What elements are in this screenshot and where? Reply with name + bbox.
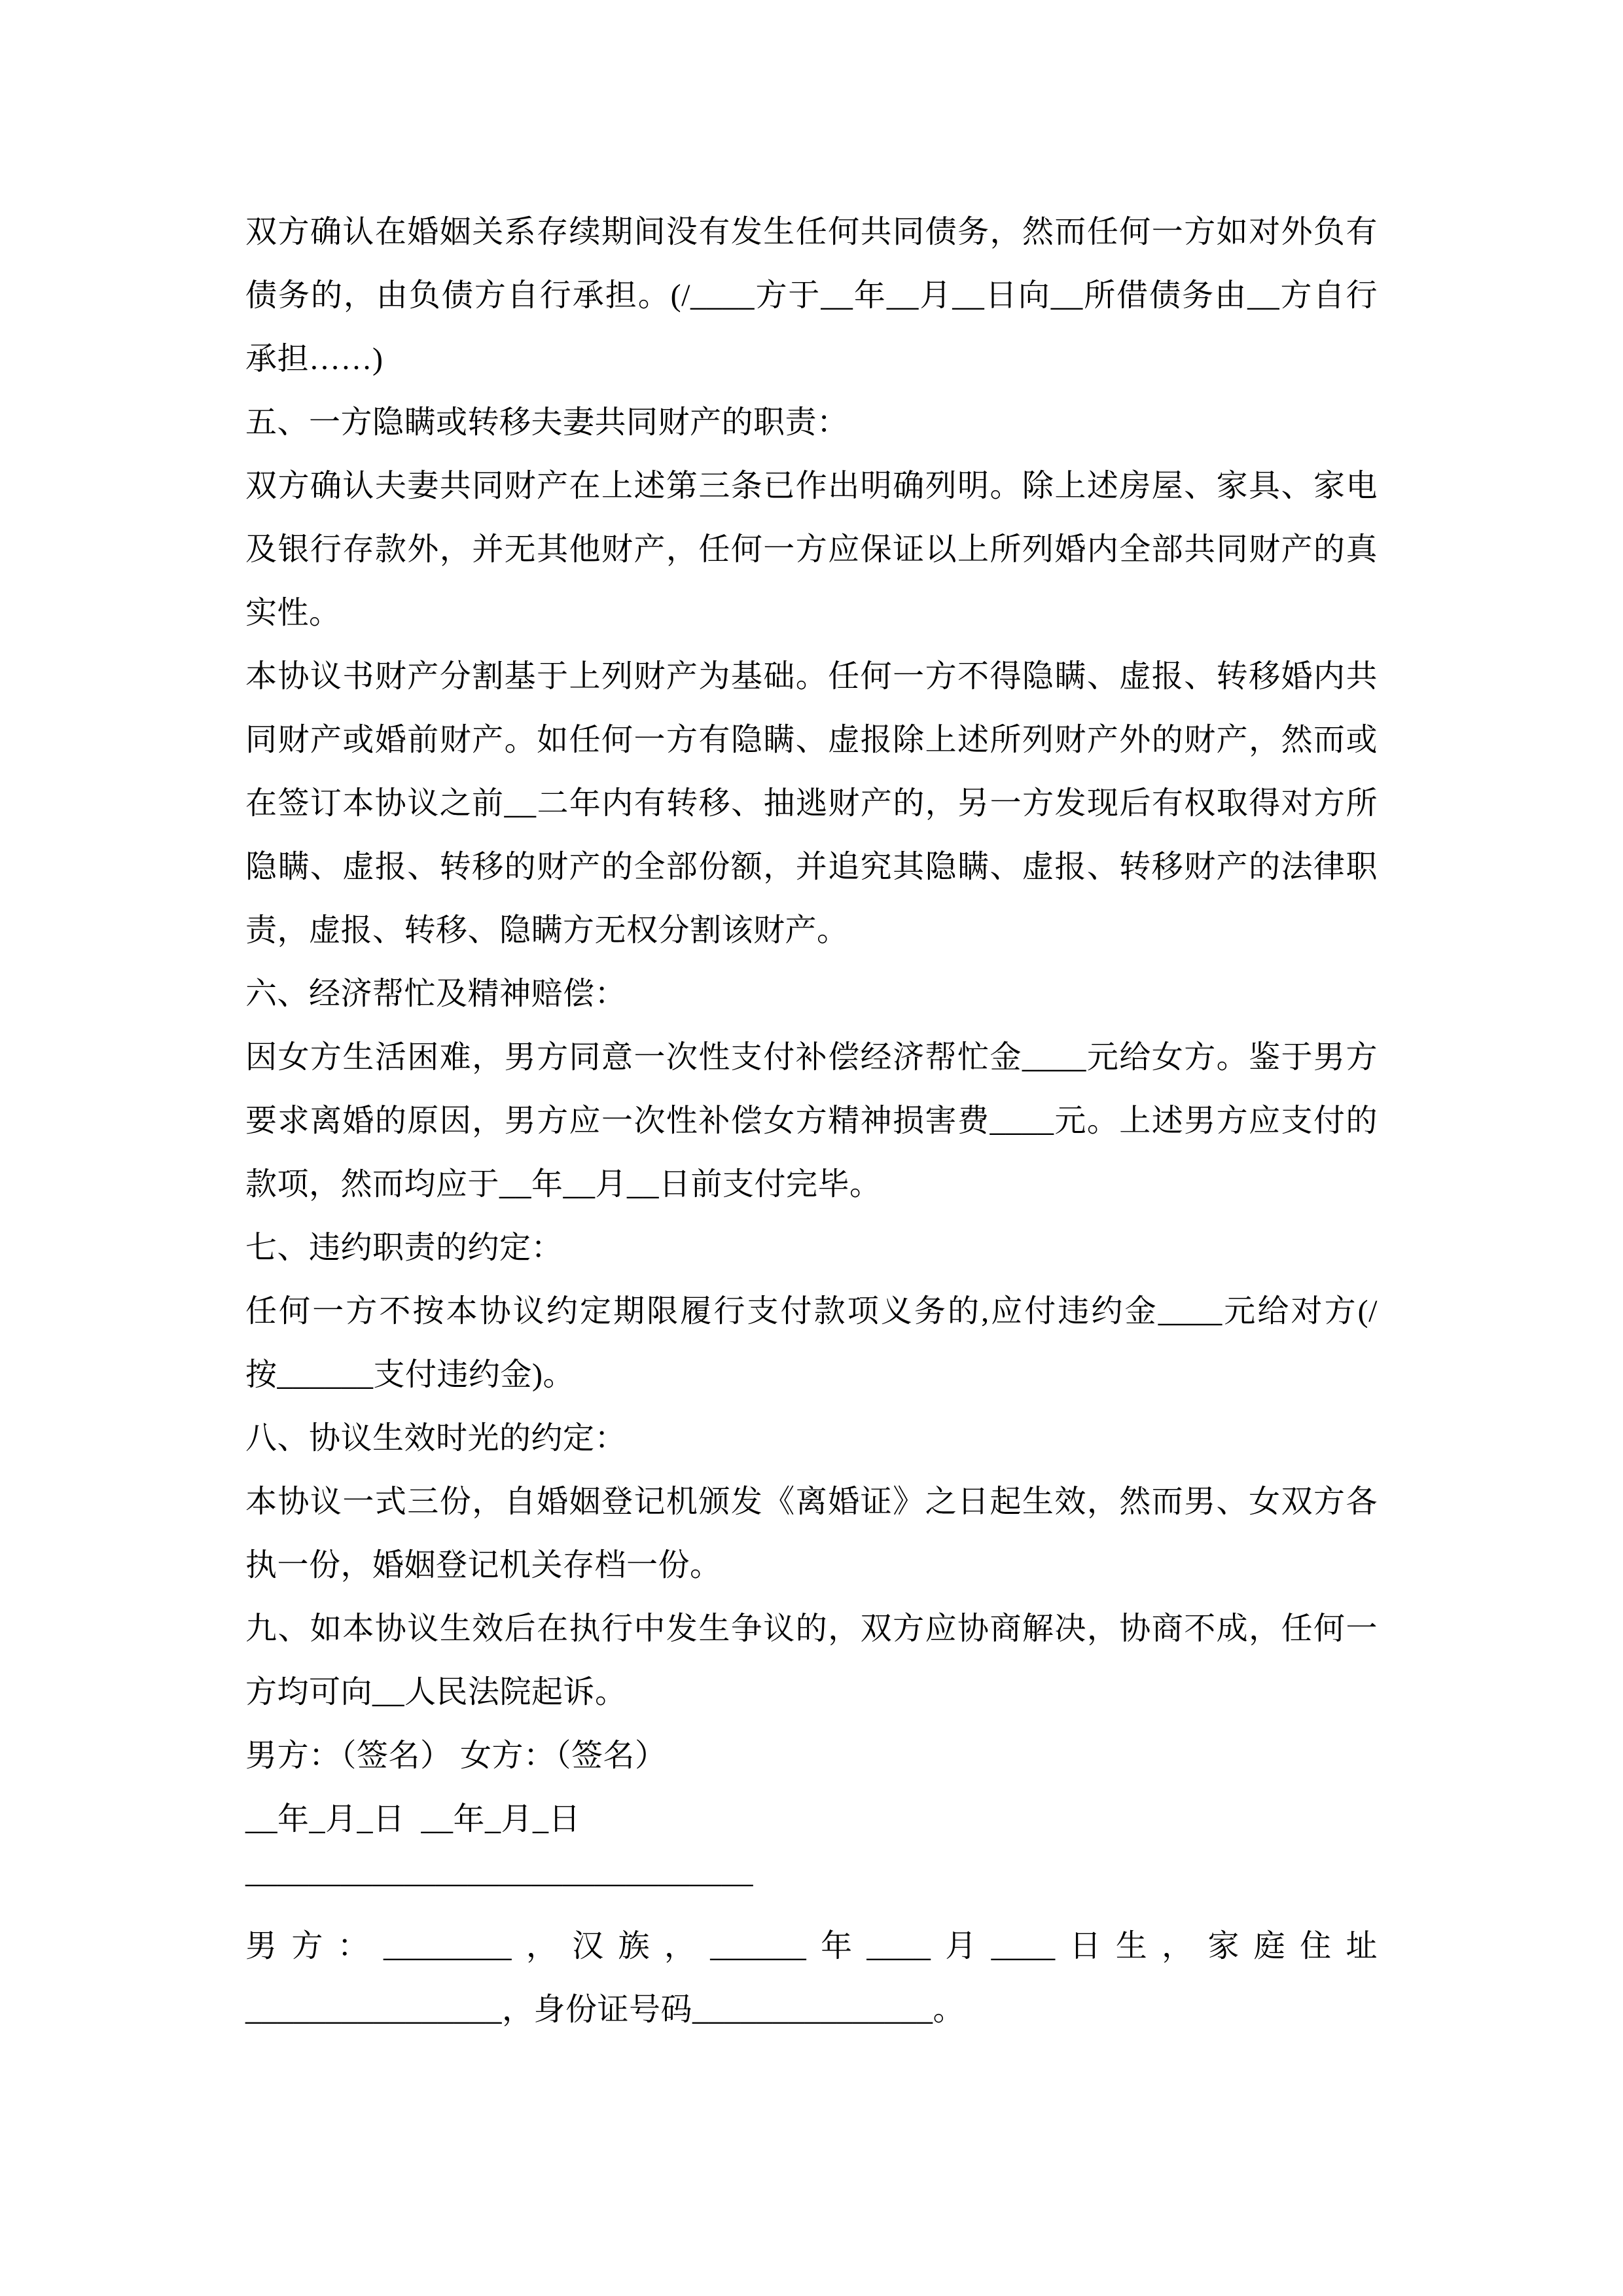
clause-5-para-1-line-3: 实性。 — [245, 596, 341, 630]
clause-5-heading: 五、一方隐瞒或转移夫妻共同财产的职责： — [245, 405, 849, 440]
para-debts-line-1: 双方确认在婚姻关系存续期间没有发生任何共同债务，然而任何一方如对外负有 — [245, 215, 1378, 249]
signature-row: 男方：（签名） 女方：（签名） — [245, 1738, 667, 1773]
para-debts-line-3: 承担……) — [245, 342, 383, 376]
clause-5-para-1-line-2: 及银行存款外，并无其他财产，任何一方应保证以上所列婚内全部共同财产的真 — [245, 532, 1378, 567]
date-row: __年_月_日 __年_月_日 — [245, 1802, 581, 1837]
clause-7-para-line-1: 任何一方不按本协议约定期限履行支付款项义务的,应付违约金____元给对方(/ — [245, 1294, 1378, 1329]
clause-5-para-2-line-4: 隐瞒、虚报、转移的财产的全部份额，并追究其隐瞒、虚报、转移财产的法律职 — [245, 850, 1378, 884]
clause-5-para-2-line-2: 同财产或婚前财产。如任何一方有隐瞒、虚报除上述所列财产外的财产，然而或 — [245, 723, 1378, 757]
clause-7-heading: 七、违约职责的约定： — [245, 1230, 563, 1265]
document-body — [245, 200, 1378, 2041]
clause-6-para-line-3: 款项，然而均应于__年__月__日前支付完毕。 — [245, 1167, 882, 1202]
divider-dashes: ———————————————— — [245, 1865, 753, 1900]
para-debts-line-2: 债务的，由负债方自行承担。(/____方于__年__月__日向__所借债务由__方自行 — [245, 278, 1378, 313]
clause-6-para-line-1: 因女方生活困难，男方同意一次性支付补偿经济帮忙金____元给女方。鉴于男方 — [245, 1040, 1378, 1075]
clause-9-line-1: 九、如本协议生效后在执行中发生争议的，双方应协商解决，协商不成，任何一 — [245, 1611, 1378, 1646]
clause-5-para-1-line-1: 双方确认夫妻共同财产在上述第三条已作出明确列明。除上述房屋、家具、家电 — [245, 469, 1378, 503]
clause-5-para-2-line-5: 责，虚报、转移、隐瞒方无权分割该财产。 — [245, 913, 849, 948]
clause-7-para-line-2: 按______支付违约金)。 — [245, 1357, 575, 1392]
clause-6-heading: 六、经济帮忙及精神赔偿： — [245, 977, 627, 1011]
clause-8-para-line-1: 本协议一式三份，自婚姻登记机颁发《离婚证》之日起生效，然而男、女双方各 — [245, 1484, 1378, 1519]
male-party-info-line-2: ________________，身份证号码_______________。 — [245, 1992, 965, 2027]
clause-6-para-line-2: 要求离婚的原因，男方应一次性补偿女方精神损害费____元。上述男方应支付的 — [245, 1103, 1378, 1138]
clause-9-line-2: 方均可向__人民法院起诉。 — [245, 1675, 627, 1710]
clause-5-para-2-line-3: 在签订本协议之前__二年内有转移、抽逃财产的，另一方发现后有权取得对方所 — [245, 786, 1378, 821]
clause-8-para-line-2: 执一份，婚姻登记机关存档一份。 — [245, 1548, 722, 1583]
clause-5-para-2-line-1: 本协议书财产分割基于上列财产为基础。任何一方不得隐瞒、虚报、转移婚内共 — [245, 659, 1378, 694]
male-party-info-line-1: 男方：________，汉族，______年____月____日生，家庭住址 — [245, 1929, 1378, 1964]
clause-8-heading: 八、协议生效时光的约定： — [245, 1421, 627, 1456]
